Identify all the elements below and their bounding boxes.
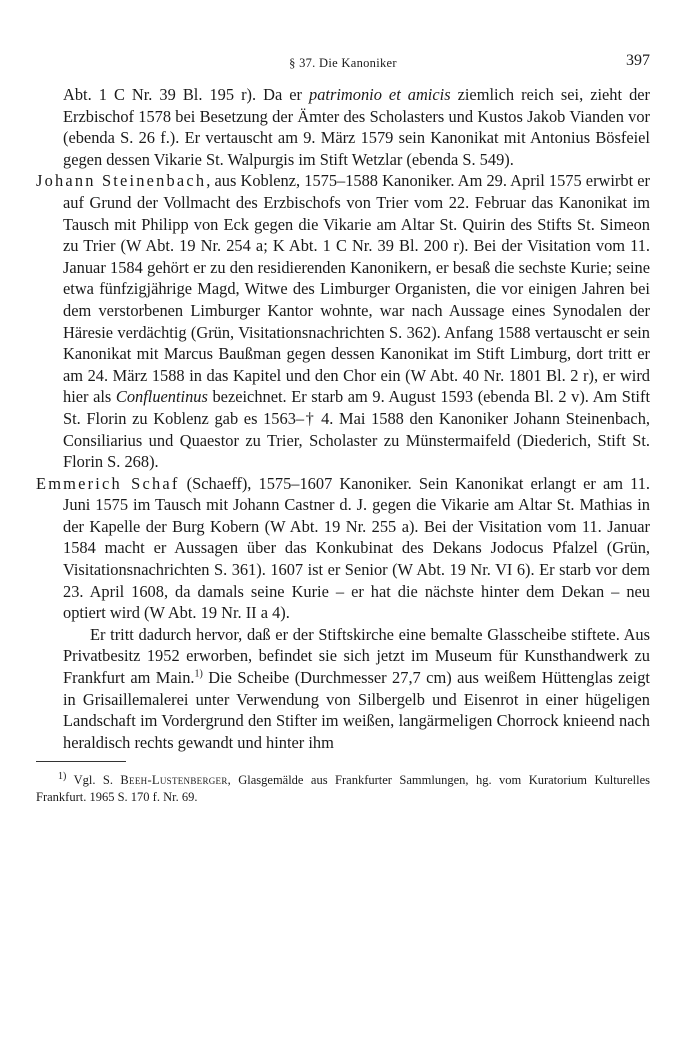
entry-text-steinenbach-a: , aus Koblenz, 1575–1588 Kanoniker. Am 29. April 1575 erwirbt er auf Grund der Vollmacht des Erzbischofs von Trier vom 22. Februar das Kanonikat im Tausch mit Philipp von Eck gegen die Vikarie am Altar St. Quirin des Stifts St. Simeon zu Trier (W Abt. 19 Nr. 254 a; K Abt. 1 C Nr. 39 Bl. 200 r). Bei der Visitation vom 11. Januar 1584 gehört er zu den residierenden Kanonikern, er besaß die sechste Kurie; seine etwa fünfzigjährige Magd, Witwe des Limburger Organisten, die vor einigen Jahren bei dem verstorbenen Limburger Kantor wohnte, war nach Aussage eines Synodalen der Häresie verdächtig (Grün, Visitationsnachrichten S. 362). Anfang 1588 vertauscht er sein Kanonikat mit Marcus Baußman gegen dessen Kanonikat im Stift Limburg, dort tritt er am 24. März 1588 in das Kapitel und den Chor ein (W Abt. 40 Nr. 1801 Bl. 2 r), er wird hier als bbox=[63, 171, 650, 407]
footnote bbox=[36, 772, 650, 806]
footnote-mark: 1) bbox=[58, 771, 67, 783]
footnote-reference[interactable]: 1) bbox=[194, 668, 203, 680]
entry-steinenbach bbox=[36, 170, 650, 472]
entry-text-steinenbach-b: bezeichnet. Er starb am 9. August 1593 (ebenda Bl. 2 v). Am Stift St. Florin zu Koblenz gab es 1563–† 4. Mai 1588 den Kanoniker Johann Steinenbach, Consiliarius und Quaestor zu Trier, Scholaster zu Münstermaifeld (Diederich, Stift St. Florin S. 268). bbox=[63, 387, 650, 472]
page-number: 397 bbox=[626, 52, 650, 69]
footnote-pre: Vgl. S. bbox=[66, 773, 121, 788]
book-page bbox=[36, 52, 650, 806]
entry-schaf-para2-a: Er tritt dadurch hervor, daß er der Stiftskirche eine bemalte Glasscheibe stiftete. Aus Privatbesitz 1952 erworben, befindet sie sich jetzt im Museum für Kunsthandwerk zu Frankfurt am Main. bbox=[63, 624, 650, 688]
entry-schaf bbox=[36, 473, 650, 624]
continuation-text-2: ziemlich reich sei, zieht der Erzbischof 1578 bei Besetzung der Ämter des Scholasters und Kustos Jakob Vianden vor (ebenda S. 26 f.). Er vertauscht am 9. März 1579 sein Kanonikat mit Antonius Bösfeiel gegen dessen Vikarie St. Walpurgis im Stift Wetzlar (ebenda S. 549). bbox=[63, 85, 651, 169]
continuation-italic: patrimonio et amicis bbox=[309, 85, 451, 104]
entry-text-schaf: (Schaeff), 1575–1607 Kanoniker. Sein Kanonikat erlangt er am 11. Juni 1575 im Tausch mit Johann Castner d. J. gegen die Vikarie am Altar St. Mathias in der Kapelle der Burg Kobern (W Abt. 19 Nr. 255 a). Bei der Visitation vom 11. Januar 1584 macht er Aussagen über das Konkubinat des Dekans Jodocus Pfalzel (Grün, Visitationsnachrichten S. 361). 1607 ist er Senior (W Abt. 19 Nr. VI 6). Er starb vor dem 23. April 1608, da damals seine Kurie – er hat die nächste hinter dem Dekan – neu optiert wird (W Abt. 19 Nr. II a 4). bbox=[63, 473, 651, 623]
footnote-author: Beeh-Lustenberger bbox=[120, 773, 228, 788]
footnote-rest: , Glasgemälde aus Frankfurter Sammlungen, hg. vom Kuratorium Kulturelles Frankfurt. 1965 S. 170 f. Nr. 69. bbox=[36, 773, 650, 805]
running-title: § 37. Die Kanoniker bbox=[289, 56, 397, 70]
continuation-paragraph bbox=[36, 84, 650, 170]
continuation-text-1: Abt. 1 C Nr. 39 Bl. 195 r). Da er bbox=[63, 85, 310, 104]
entry-schaf-paragraph-2 bbox=[36, 624, 650, 754]
entry-name-schaf: Emmerich Schaf bbox=[36, 473, 180, 493]
body-text bbox=[36, 84, 650, 753]
footnote-rule bbox=[36, 761, 126, 762]
entry-name-steinenbach: Johann Steinenbach bbox=[36, 171, 207, 191]
entry-schaf-para2-b: Die Scheibe (Durchmesser 27,7 cm) aus weißem Hüttenglas zeigt in Grisaillemalerei unter Verwendung von Silbergelb und Eisenrot in einer hügeligen Landschaft im Vordergrund den Stifter im weißen, langärmeligen Chorrock knieend nach heraldisch rechts gewandt und hinter ihm bbox=[63, 668, 650, 752]
running-head bbox=[36, 52, 650, 74]
entry-italic-confluentinus: Confluentinus bbox=[115, 387, 208, 407]
